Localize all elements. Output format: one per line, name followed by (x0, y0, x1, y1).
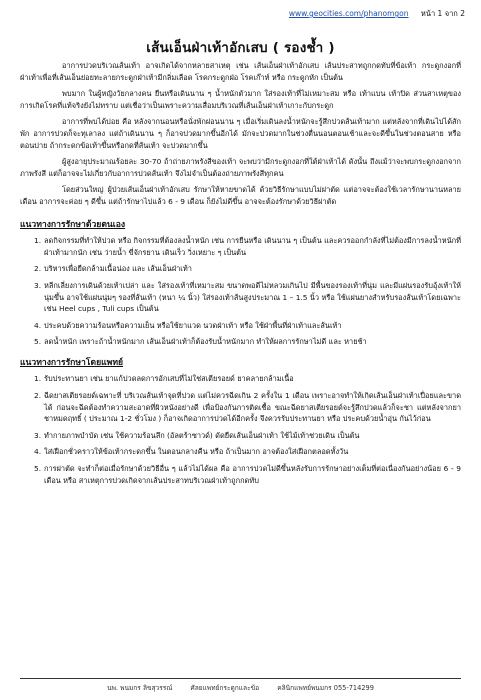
list-item-text: ฉีดยาสเตียรอยด์เฉพาะที่ บริเวณส้นเท้าจุดที่ปวด แต่ไม่ควรฉีดเกิน 2 ครั้งใน 1 เดือน เพราะอาจทำให้เกิดเส้นเอ็นฝ่าเท้าเปื่อยและขาดได้ ก่อนจะฉีดต้องทำความสะอาดที่ผิวหนังอย่างดี เพื่อป้องกันการติดเชื้อ ขณะฉีดยาสเตียรอยด์จะรู้สึกปวดแล้วก็จะชา แต่หลังจากยาชาหมดฤทธิ์ ( ประมาณ 1-2 ชั่วโมง ) ก็อาจเกิดอาการปวดได้อีกครั้ง จึงควรรับประทานยา หรือ ประคบด้วยน้ำอุ่น กันไว้ก่อน (44, 391, 461, 424)
list-item: 1. ลดกิจกรรมที่ทำให้ปวด หรือ กิจกรรมที่ต้องลงน้ำหนัก เช่น การยืนหรือ เดินนาน ๆ เป็นต้น และควรออกกำลังที่ไม่ต้องมีการลงน้ำหนักที่ฝ่าเท้ามากนัก เช่น ว่ายน้ำ ขี่จักรยาน เดินเร็ว วิ่งเหยาะ ๆ เป็นต้น (34, 236, 461, 257)
list-item-text: บริหารเพื่อยืดกล้ามเนื้อน่อง และ เส้นเอ็นฝ่าเท้า (44, 264, 192, 274)
list-item: 4. ใส่เฝือกชั่วคราวให้ข้อเท้ากระดกขึ้น ในตอนกลางคืน หรือ ถ้าเป็นมาก อาจต้องใส่เฝือกตลอดทั้งวัน (34, 447, 349, 457)
section-heading-medical: แนวทางการรักษาโดยแพทย์ (20, 357, 124, 368)
website-link[interactable]: www.geocities.com/phanomgon (288, 9, 409, 18)
list-item-text: ลดน้ำหนัก เพราะถ้าน้ำหนักมาก เส้นเอ็นฝ่าเท้าก็ต้องรับน้ำหนักมาก ทำให้ผลการรักษาไม่ดี และ หายช้า (44, 337, 367, 347)
list-item-text: รับประทานยา เช่น ยาแก้ปวดลดการอักเสบที่ไม่ใช่สเตียรอยด์ ยาคลายกล้ามเนื้อ (44, 374, 294, 384)
list-item-text: ลดกิจกรรมที่ทำให้ปวด หรือ กิจกรรมที่ต้องลงน้ำหนัก เช่น การยืนหรือ เดินนาน ๆ เป็นต้น และควรออกกำลังที่ไม่ต้องมีการลงน้ำหนักที่ฝ่าเท้ามากนัก เช่น ว่ายน้ำ ขี่จักรยาน เดินเร็ว วิ่งเหยาะ ๆ เป็นต้น (44, 236, 461, 257)
intro-paragraph: อาการที่พบได้บ่อย คือ หลังจากนอนหรือนั่งพักผ่อนนาน ๆ เมื่อเริ่มเดินลงน้ำหนักจะรู้สึกปวดส้นเท้ามาก แต่หลังจากที่เดินไปได้สักพัก อาการปวดก็จะทุเลาลง แต่ถ้าเดินนาน ๆ ก็อาจปวดมากขึ้นอีกได้ มักจะปวดมากในช่วงตื่นนอนตอนเช้าและจะดีขึ้นในช่วงตอนสาย หรือ ตอนบ่าย ถ้ากระดกข้อเท้าขึ้นหรือกดที่ส้นเท้า จะปวดมากขึ้น (20, 117, 461, 150)
list-item-text: การผ่าตัด จะทำก็ต่อเมื่อรักษาด้วยวิธีอื่น ๆ แล้วไม่ได้ผล คือ อาการปวดไม่ดีขึ้นหลังรับการรักษาอย่างเต็มที่ต่อเนื่องกันอย่างน้อย 6 - 9 เดือน หรือ สาเหตุการปวดเกิดจากเส้นประสาทบริเวณฝ่าเท้าถูกกดทับ (44, 464, 461, 485)
list-item-text: ใส่เฝือกชั่วคราวให้ข้อเท้ากระดกขึ้น ในตอนกลางคืน หรือ ถ้าเป็นมาก อาจต้องใส่เฝือกตลอดทั้งวัน (44, 447, 349, 457)
list-item-text: ทำกายภาพบำบัด เช่น ใช้ความร้อนลึก (อัลตร้าซาวด์) ดัดยืดเส้นเอ็นฝ่าเท้า ใช้ไม้เท้าช่วยเดิน เป็นต้น (44, 430, 360, 440)
list-item: 5. ลดน้ำหนัก เพราะถ้าน้ำหนักมาก เส้นเอ็นฝ่าเท้าก็ต้องรับน้ำหนักมาก ทำให้ผลการรักษาไม่ดี และ หายช้า (34, 337, 367, 347)
footer-divider (20, 678, 461, 679)
list-item: 1. รับประทานยา เช่น ยาแก้ปวดลดการอักเสบที่ไม่ใช่สเตียรอยด์ ยาคลายกล้ามเนื้อ (34, 374, 294, 384)
page-footer (0, 682, 481, 693)
document-body (20, 60, 461, 491)
intro-paragraph: โดยส่วนใหญ่ ผู้ป่วยเส้นเอ็นฝ่าเท้าอักเสบ รักษาให้หายขาดได้ ด้วยวิธีรักษาแบบไม่ผ่าตัด แต่อาจจะต้องใช้เวลารักษานานหลายเดือน อาการจะค่อย ๆ ดีขึ้น แต่ถ้ารักษาไปแล้ว 6 - 9 เดือน ก็ยังไม่ดีขึ้น อาจจะต้องรักษาด้วยวิธีผ่าตัด (20, 185, 461, 206)
footer-department: ศัลยแพทย์กระดูกและข้อ (190, 684, 260, 692)
footer-author: นพ. พนมกร ลิขสุวรรณ์ (107, 684, 173, 692)
list-item: 5. การผ่าตัด จะทำก็ต่อเมื่อรักษาด้วยวิธีอื่น ๆ แล้วไม่ได้ผล คือ อาการปวดไม่ดีขึ้นหลังรับการรักษาอย่างเต็มที่ต่อเนื่องกันอย่างน้อย 6 - 9 เดือน หรือ สาเหตุการปวดเกิดจากเส้นประสาทบริเวณฝ่าเท้าถูกกดทับ (34, 464, 461, 485)
list-item: 3. ทำกายภาพบำบัด เช่น ใช้ความร้อนลึก (อัลตร้าซาวด์) ดัดยืดเส้นเอ็นฝ่าเท้า ใช้ไม้เท้าช่วยเดิน เป็นต้น (34, 430, 360, 440)
intro-paragraph: พบมาก ในผู้หญิงวัยกลางคน ยืนหรือเดินนาน ๆ น้ำหนักตัวมาก ใส่รองเท้าที่ไม่เหมาะสม หรือ เท้าแบน เท้าปิด ส่วนสาเหตุของการเกิดโรคที่แท้จริงยังไม่ทราบ แต่เชื่อว่าเป็นเพราะความเสื่อมบริเวณที่เส้นเอ็นฝ่าเท้าเกาะกับกระดูก (20, 89, 461, 110)
intro-paragraph: อาการปวดบริเวณส้นเท้า อาจเกิดได้จากหลายสาเหตุ เช่น เส้นเอ็นฝ่าเท้าอักเสบ เส้นประสาทถูกกดทับที่ข้อเท้า กระดูกงอกที่ฝ่าเท้าเพื่อที่เส้นเอ็นย่อยทะลายกระดูกฝ่าเท้ามีกลิ่มเลือด โรคกระดูกฝ่อ โรคเก๊าท์ หรือ กระดูกหัก เป็นต้น (20, 61, 461, 82)
section-heading-self-care: แนวทางการรักษาด้วยตนเอง (20, 219, 126, 230)
medical-list (20, 373, 461, 486)
list-item: 4. ประคบด้วยความร้อนหรือความเย็น หรือใช้ยาแวด นวดฝ่าเท้า หรือ ใช้ฝ่าพื้นที่ฝ่าเท้าและส้นเท้า (34, 320, 342, 330)
page-number: หน้า 1 จาก 2 (420, 9, 465, 18)
list-item-text: ประคบด้วยความร้อนหรือความเย็น หรือใช้ยาแวด นวดฝ่าเท้า หรือ ใช้ฝ่าพื้นที่ฝ่าเท้าและส้นเท้า (44, 320, 342, 330)
self-care-list (20, 235, 461, 348)
list-item-text: หลีกเลี่ยงการเดินด้วยเท้าเปล่า และ ใส่รองเท้าที่เหมาะสม ขนาดพอดีไม่หลวมเกินไป มีพื้นของรองเท้าที่นุ่ม และมีแผ่นรองรับอุ้งเท้าให้นุ่มขึ้น อาจใช้แผ่นนุ่มๆ รองที่ส้นเท้า (หนา ¼ นิ้ว) ใส่รองเท้าส้นสูงประมาณ 1 – 1.5 นิ้ว หรือ ใช้แผ่นยางสำหรับรองส้นเท้าโดยเฉพาะ เช่น Heel cups , Tuli cups เป็นต้น (44, 280, 461, 314)
page-header (289, 8, 465, 20)
intro-paragraph: ผู้สูงอายุประมาณร้อยละ 30-70 ถ้าถ่ายภาพรังสีของเท้า จะพบว่ามีกระดูกงอกที่ใต้ฝ่าเท้าได้ ดังนั้น ถึงแม้ว่าจะพบกระดูกงอกจากภาพรังสี แต่ก็อาจจะไม่เกี่ยวกับอาการปวดส้นเท้า จึงไม่จำเป็นต้องถ่ายภาพรังสีทุกคน (20, 157, 461, 178)
list-item: 3. หลีกเลี่ยงการเดินด้วยเท้าเปล่า และ ใส่รองเท้าที่เหมาะสม ขนาดพอดีไม่หลวมเกินไป มีพื้นของรองเท้าที่นุ่ม และมีแผ่นรองรับอุ้งเท้าให้นุ่มขึ้น อาจใช้แผ่นนุ่มๆ รองที่ส้นเท้า (หนา ¼ นิ้ว) ใส่รองเท้าส้นสูงประมาณ 1 – 1.5 นิ้ว หรือ ใช้แผ่นยางสำหรับรองส้นเท้าโดยเฉพาะ เช่น Heel cups , Tuli cups เป็นต้น (34, 280, 461, 314)
list-item: 2. ฉีดยาสเตียรอยด์เฉพาะที่ บริเวณส้นเท้าจุดที่ปวด แต่ไม่ควรฉีดเกิน 2 ครั้งใน 1 เดือน เพราะอาจทำให้เกิดเส้นเอ็นฝ่าเท้าเปื่อยและขาดได้ ก่อนจะฉีดต้องทำความสะอาดที่ผิวหนังอย่างดี เพื่อป้องกันการติดเชื้อ ขณะฉีดยาสเตียรอยด์จะรู้สึกปวดแล้วก็จะชา แต่หลังจากยาชาหมดฤทธิ์ ( ประมาณ 1-2 ชั่วโมง ) ก็อาจเกิดอาการปวดได้อีกครั้ง จึงควรรับประทานยา หรือ ประคบด้วยน้ำอุ่น กันไว้ก่อน (34, 391, 461, 424)
list-item: 2. บริหารเพื่อยืดกล้ามเนื้อน่อง และ เส้นเอ็นฝ่าเท้า (34, 264, 192, 274)
document-title: เส้นเอ็นฝ่าเท้าอักเสบ ( รองช้ำ ) (146, 40, 335, 56)
footer-clinic: คลินิกแพทย์พนมกร 055-714299 (277, 684, 374, 692)
